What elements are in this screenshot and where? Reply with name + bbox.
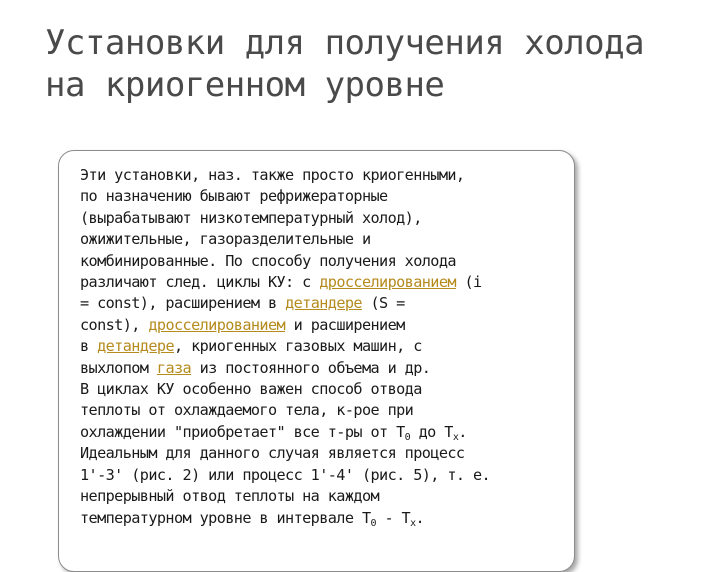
link-throttling[interactable]: дросселированием: [148, 315, 286, 334]
text-segment: const),: [80, 315, 149, 334]
text-segment: , криогенных газовых машин, с: [174, 337, 422, 356]
text-segment: охлаждении "приобретает" все т-ры от T: [80, 422, 405, 441]
text-line: (вырабатывают низкотемпературный холод),: [80, 208, 422, 227]
text-segment: .: [415, 508, 425, 527]
text-segment: - T: [375, 508, 411, 527]
subscript: 0: [370, 517, 376, 529]
subscript: 0: [404, 431, 411, 443]
text-line: теплоты от охлаждаемого тела, к-рое при: [80, 401, 414, 420]
text-line: [80, 336, 550, 357]
text-line: [80, 358, 550, 379]
link-expander[interactable]: детандере: [285, 294, 362, 313]
text-segment: выхлопом: [80, 358, 157, 377]
text-segment: до T: [410, 422, 453, 441]
text-segment: и расширением: [285, 315, 405, 334]
title-line-2: на криогенном уровне: [45, 65, 445, 105]
text-segment: (S =: [361, 294, 405, 313]
text-segment: (i: [455, 273, 482, 292]
text-line: [80, 315, 550, 336]
link-expander[interactable]: детандере: [97, 337, 174, 356]
text-segment: = const), расширением в: [80, 294, 286, 313]
text-line: [80, 293, 550, 314]
text-segment: температурном уровне в интервале T: [80, 508, 371, 527]
text-line: 1'-3' (рис. 2) или процесс 1'-4' (рис. 5), т. е.: [80, 465, 491, 484]
body-text: [80, 165, 550, 529]
text-line: Идеальным для данного случая является процесс: [80, 444, 465, 463]
text-line: непрерывный отвод теплоты на каждом: [80, 487, 380, 506]
text-line: [80, 508, 550, 529]
text-segment: из постоянного объема и др.: [191, 358, 431, 377]
text-line: [80, 422, 550, 443]
text-segment: в: [80, 337, 98, 356]
slide-title: [45, 22, 705, 106]
text-line: ожижительные, газоразделительные и: [80, 230, 371, 249]
title-line-1: Установки для получения холода: [45, 23, 645, 63]
text-segment: .: [458, 422, 467, 441]
link-throttling[interactable]: дросселированием: [319, 273, 456, 292]
text-line: комбинированные. По способу получения холода: [80, 251, 456, 270]
text-line: по назначению бывают рефрижераторные: [80, 187, 388, 206]
link-gas[interactable]: газа: [156, 358, 192, 377]
text-segment: различают след. циклы КУ: с: [80, 273, 320, 292]
subscript: x: [452, 431, 459, 443]
text-line: В циклах КУ особенно важен способ отвода: [80, 380, 422, 399]
text-line: [80, 272, 550, 293]
text-line: Эти установки, наз. также просто криогенными,: [80, 166, 465, 184]
subscript: x: [410, 517, 416, 529]
